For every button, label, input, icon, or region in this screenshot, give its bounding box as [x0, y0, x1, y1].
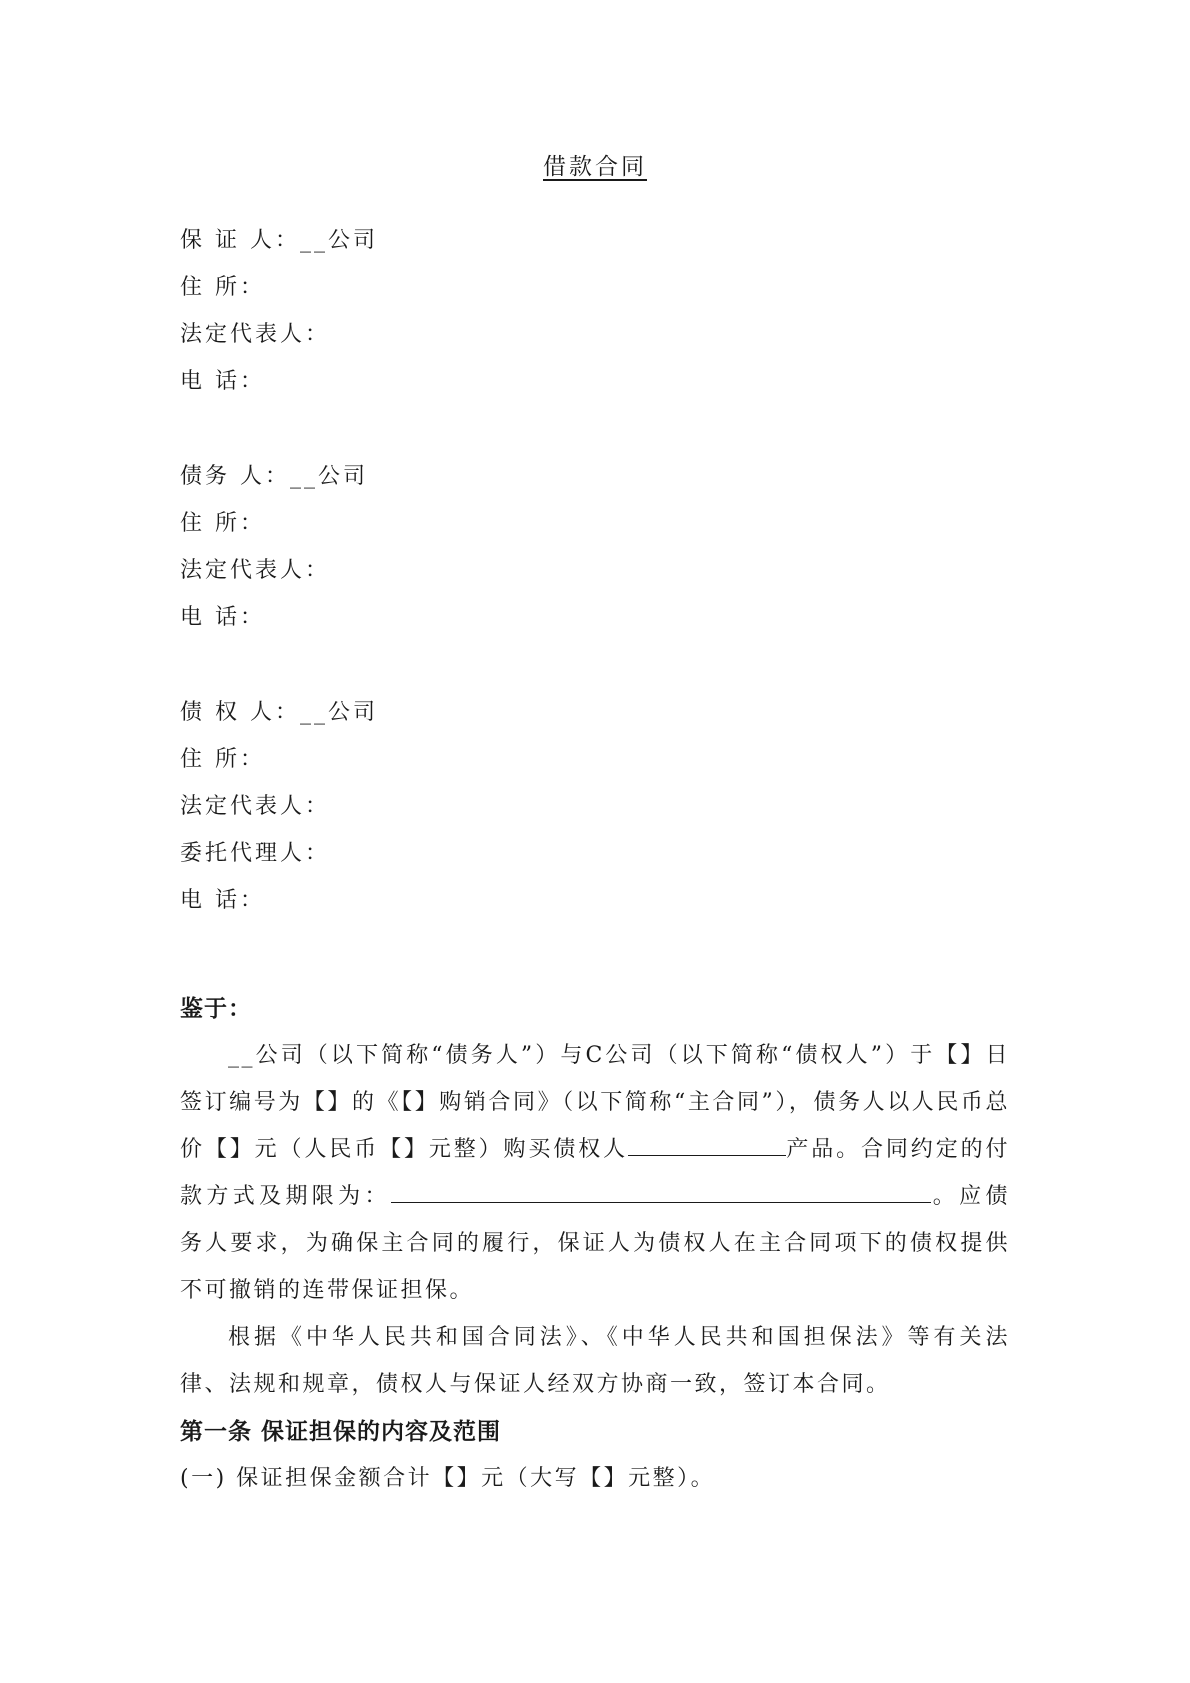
field-label: 法定代表人： — [180, 322, 331, 347]
field-label: 委托代理人： — [180, 841, 331, 866]
field-value: __公司 — [290, 464, 369, 489]
recitals-text: 。应债务人要求，为确保主合同的履行，保证人为债权人在主合同项下的债权提供不可撤销的连带保证担保。 — [180, 1184, 1010, 1303]
field-label: 法定代表人： — [180, 558, 331, 583]
document-title — [0, 148, 1190, 181]
field-label: 电 话： — [180, 369, 265, 394]
contract-body — [180, 985, 1010, 1502]
debtor-address-row — [180, 500, 368, 547]
debtor-name-row — [180, 453, 368, 500]
document-title-text: 借款合同 — [543, 154, 647, 180]
recitals-paragraph-1 — [180, 1032, 1010, 1314]
field-label: 住 所： — [180, 275, 265, 300]
debtor-phone-row — [180, 594, 368, 641]
creditor-address-row — [180, 736, 378, 783]
field-label: 住 所： — [180, 511, 265, 536]
field-label: 住 所： — [180, 747, 265, 772]
guarantor-name-row — [180, 217, 378, 264]
field-label: 保 证 人： — [180, 228, 300, 253]
article-1-item-1: (一) 保证担保金额合计【】元（大写【】元整）。 — [180, 1466, 716, 1491]
article-1-heading: 第一条 保证担保的内容及范围 — [180, 1418, 502, 1445]
debtor-legal-rep-row — [180, 547, 368, 594]
creditor-legal-rep-row — [180, 783, 378, 830]
recitals-text: 产品。合同约定的付款方式及期限为： — [180, 1137, 1010, 1209]
product-blank-line — [628, 1129, 786, 1156]
recitals-heading: 鉴于： — [180, 995, 252, 1022]
field-label: 债 权 人： — [180, 700, 300, 725]
recitals-paragraph-2: 根据《中华人民共和国合同法》、《中华人民共和国担保法》等有关法律、法规和规章，债权人与保证人经双方协商一致，签订本合同。 — [180, 1325, 1010, 1397]
field-value: __公司 — [300, 700, 379, 725]
field-label: 债务 人： — [180, 464, 290, 489]
payment-terms-blank-line — [391, 1176, 931, 1203]
recitals-text: __公司（以下简称“债务人”）与C公司（以下简称“债权人”）于【】日签订编号为【】的《【】购销合同》（以下简称“主合同”），债务人以人民币总价【】元（人民币【】元整）购买债权人 — [180, 1043, 1010, 1162]
field-label: 电 话： — [180, 888, 265, 913]
field-label: 电 话： — [180, 605, 265, 630]
guarantor-phone-row — [180, 358, 378, 405]
guarantor-legal-rep-row — [180, 311, 378, 358]
debtor-block — [180, 453, 368, 641]
creditor-agent-row — [180, 830, 378, 877]
field-value: __公司 — [300, 228, 379, 253]
creditor-name-row — [180, 689, 378, 736]
guarantor-address-row — [180, 264, 378, 311]
creditor-block — [180, 689, 378, 924]
field-label: 法定代表人： — [180, 794, 331, 819]
guarantor-block — [180, 217, 378, 405]
creditor-phone-row — [180, 877, 378, 924]
